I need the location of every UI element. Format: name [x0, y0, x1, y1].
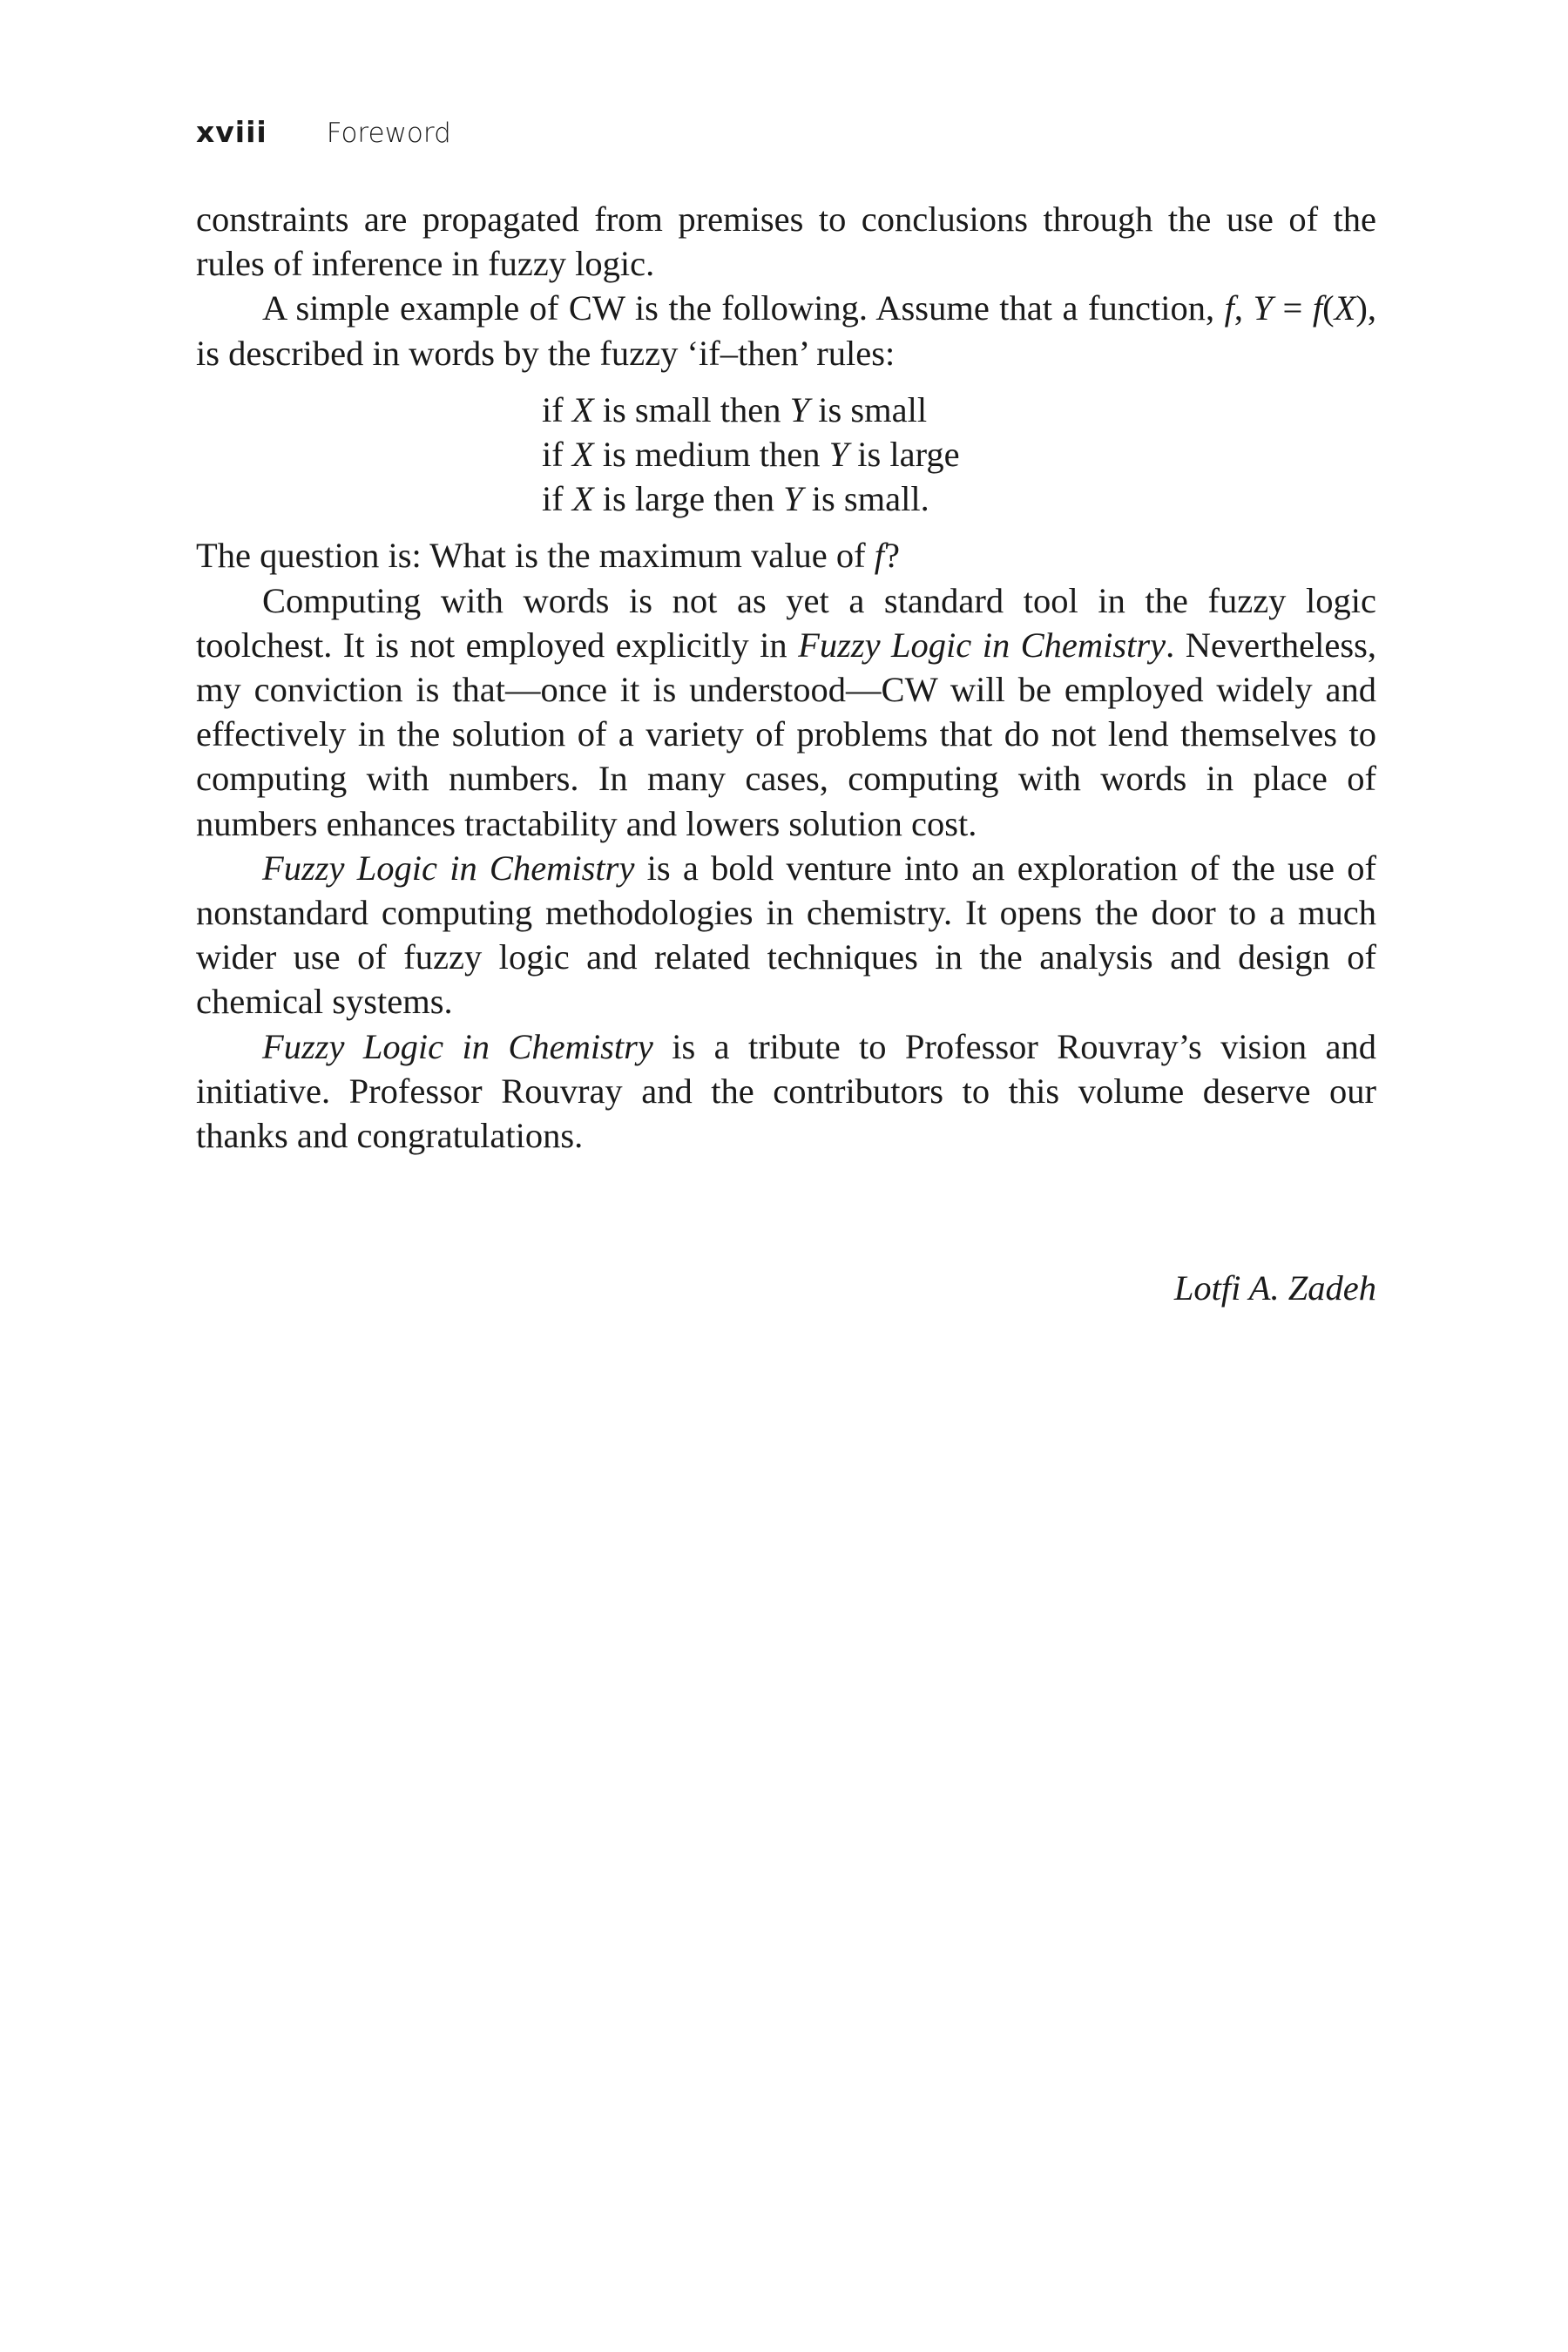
body-text	[196, 197, 1376, 1158]
rule-condition: is large then	[593, 479, 784, 519]
math-equals: =	[1273, 288, 1313, 328]
paragraph-6-text: is a tribute to Professor Rouvray’s vision and initiative. Professor Rouvray and the contributors to this volume deserve our thanks and congratulations.	[196, 1026, 1376, 1156]
rule-consequence: is large	[848, 435, 960, 474]
book-title: Fuzzy Logic in Chemistry	[262, 1026, 653, 1066]
paragraph-5-text: is a bold venture into an exploration of the use of nonstandard computing methodologies in chemistry. It opens the door to a much wider use of fuzzy logic and related techniques in the analysis and design of chemical systems.	[196, 848, 1376, 1022]
paragraph-4-text-a: Computing with words is not as yet a standard tool in the fuzzy logic toolchest. It is not employed explicitly in	[196, 580, 1376, 665]
rule-x: X	[571, 435, 594, 474]
fuzzy-rules-list	[542, 388, 1376, 522]
math-close-paren: )	[1355, 288, 1368, 328]
math-f: f	[874, 536, 885, 576]
rule-consequence: is small.	[802, 479, 929, 519]
paragraph-5	[196, 846, 1376, 1024]
paragraph-4-text-b: . Nevertheless, my conviction is that—once it is understood—CW will be employed widely and effectively in the solution of a variety of problems that do not lend themselves to computing with numbers. In many cases, computing with words in place of numbers enhances tractability and lowers solution cost.	[196, 625, 1376, 843]
rule-x: X	[571, 389, 594, 429]
rule-if: if	[542, 479, 572, 519]
rule-condition: is small then	[593, 389, 790, 429]
paragraph-2-text-c: , is described in words by the fuzzy ‘if–then’ rules:	[196, 288, 1376, 373]
running-head	[196, 115, 451, 159]
math-X: X	[1334, 288, 1356, 328]
paragraph-1	[196, 197, 1376, 286]
paragraph-2-comma: ,	[1233, 288, 1243, 328]
fuzzy-rule	[542, 388, 1376, 432]
rule-consequence: is small	[809, 389, 928, 429]
rule-condition: is medium then	[593, 435, 829, 474]
author-signature: Lotfi A. Zadeh	[1173, 1268, 1376, 1308]
paragraph-2	[196, 286, 1376, 375]
math-f: f	[1224, 288, 1234, 328]
rule-y: Y	[828, 435, 849, 474]
rule-y: Y	[783, 479, 803, 519]
page-number: xviii	[196, 115, 267, 149]
fuzzy-rule	[542, 476, 1376, 521]
section-title: Foreword	[326, 118, 451, 149]
paragraph-1-text: constraints are propagated from premises to conclusions through the use of the rules of inference in fuzzy logic.	[196, 199, 1376, 284]
math-open-paren: (	[1322, 288, 1335, 328]
paragraph-6	[196, 1024, 1376, 1159]
book-title: Fuzzy Logic in Chemistry	[798, 625, 1166, 665]
math-f-of: f	[1312, 288, 1323, 328]
rule-if: if	[542, 389, 572, 429]
paragraph-3	[196, 533, 1376, 578]
fuzzy-rule	[542, 432, 1376, 476]
rule-y: Y	[789, 389, 810, 429]
paragraph-3-question-mark: ?	[884, 536, 900, 576]
math-Y: Y	[1253, 288, 1274, 328]
rule-if: if	[542, 435, 572, 474]
book-title: Fuzzy Logic in Chemistry	[262, 848, 635, 888]
rule-x: X	[571, 479, 594, 519]
paragraph-2-text-a: A simple example of CW is the following. Assume that a function,	[262, 288, 1225, 328]
paragraph-4	[196, 578, 1376, 846]
paragraph-3-text: The question is: What is the maximum value of	[196, 536, 875, 576]
